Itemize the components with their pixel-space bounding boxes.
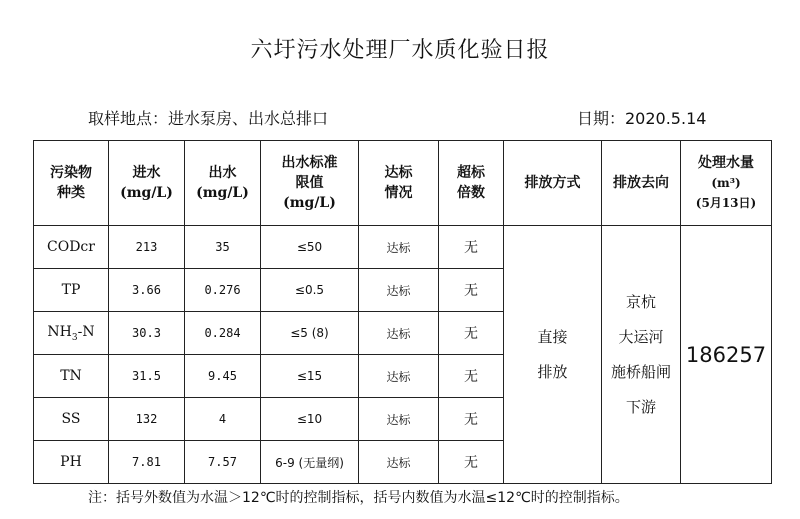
- compliance-status: 达标: [359, 269, 439, 312]
- compliance-status: 达标: [359, 226, 439, 269]
- exceed-factor: 无: [439, 398, 504, 441]
- outflow-value: 4: [185, 398, 261, 441]
- inflow-value: 213: [109, 226, 185, 269]
- param-name: CODcr: [34, 226, 109, 269]
- param-name: $NH_3-N$: [34, 312, 109, 355]
- inflow-value: 31.5: [109, 355, 185, 398]
- param-name: SS: [34, 398, 109, 441]
- table-row: [34, 226, 772, 269]
- limit-value: 6-9 (无量纲): [261, 441, 359, 484]
- outflow-value: 0.276: [185, 269, 261, 312]
- limit-value: ≤0.5: [261, 269, 359, 312]
- compliance-status: 达标: [359, 355, 439, 398]
- header-param: 污染物 种类: [34, 141, 109, 226]
- outflow-value: 0.284: [185, 312, 261, 355]
- inflow-value: 7.81: [109, 441, 185, 484]
- exceed-factor: 无: [439, 355, 504, 398]
- header-compliance: 达标 情况: [359, 141, 439, 226]
- discharge-destination-cell: 京杭 大运河 施桥船闸 下游: [602, 226, 681, 484]
- header-volume: 处理水量 (m³) (5月13日): [681, 141, 772, 226]
- param-name: TN: [34, 355, 109, 398]
- inflow-value: 3.66: [109, 269, 185, 312]
- param-name: PH: [34, 441, 109, 484]
- limit-value: ≤15: [261, 355, 359, 398]
- exceed-factor: 无: [439, 312, 504, 355]
- outflow-value: 35: [185, 226, 261, 269]
- header-row: [34, 141, 772, 226]
- header-limit: 出水标准 限值 (mg/L): [261, 141, 359, 226]
- outflow-value: 7.57: [185, 441, 261, 484]
- header-inflow: 进水 (mg/L): [109, 141, 185, 226]
- sampling-location: 取样地点：进水泵房、出水总排口: [88, 109, 329, 128]
- header-exceed: 超标 倍数: [439, 141, 504, 226]
- report-title: 六圩污水处理厂水质化验日报: [250, 38, 550, 63]
- exceed-factor: 无: [439, 441, 504, 484]
- water-quality-table: [33, 140, 772, 484]
- limit-value: ≤5 (8): [261, 312, 359, 355]
- discharge-method-cell: 直接 排放: [504, 226, 602, 484]
- header-discharge-destination: 排放去向: [602, 141, 681, 226]
- header-outflow: 出水 (mg/L): [185, 141, 261, 226]
- inflow-value: 132: [109, 398, 185, 441]
- limit-value: ≤50: [261, 226, 359, 269]
- compliance-status: 达标: [359, 441, 439, 484]
- inflow-value: 30.3: [109, 312, 185, 355]
- footnote: 注：括号外数值为水温＞12℃时的控制指标，括号内数值为水温≤12℃时的控制指标。: [88, 490, 629, 506]
- treated-volume-value: 186257: [681, 226, 772, 484]
- outflow-value: 9.45: [185, 355, 261, 398]
- param-name: TP: [34, 269, 109, 312]
- report-date: 日期：2020.5.14: [577, 109, 707, 128]
- limit-value: ≤10: [261, 398, 359, 441]
- compliance-status: 达标: [359, 398, 439, 441]
- exceed-factor: 无: [439, 269, 504, 312]
- exceed-factor: 无: [439, 226, 504, 269]
- header-discharge-method: 排放方式: [504, 141, 602, 226]
- compliance-status: 达标: [359, 312, 439, 355]
